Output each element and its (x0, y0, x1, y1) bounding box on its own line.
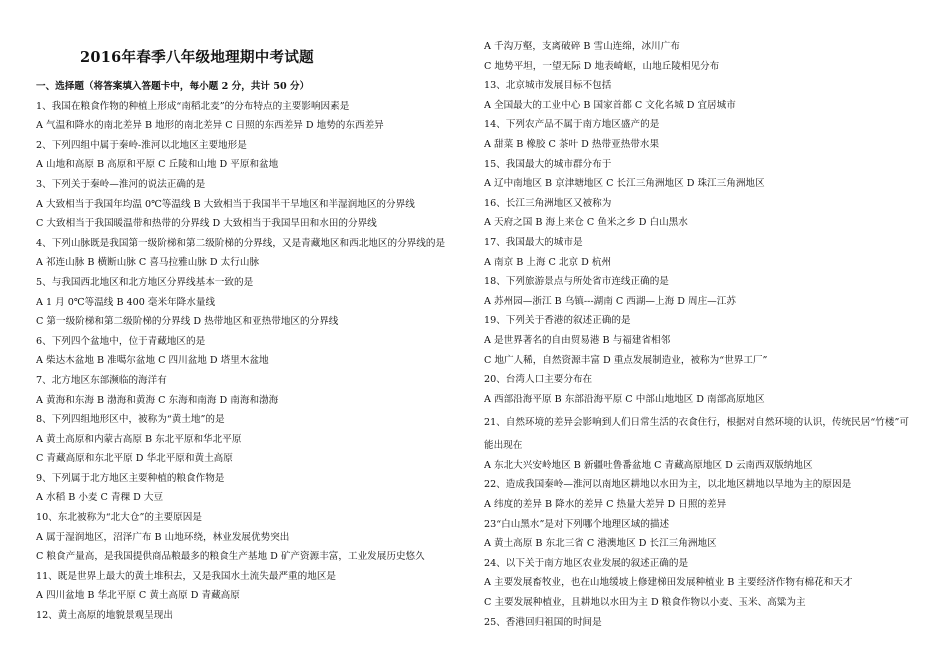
right-line: A 苏州园—浙江 B 乌镇---湖南 C 西湖—上海 D 周庄—江苏 (484, 295, 736, 307)
right-line: 20、台湾人口主要分布在 (484, 374, 593, 386)
left-line: A 黄海和东海 B 渤海和黄海 C 东海和南海 D 南海和渤海 (36, 394, 279, 406)
right-line: A 南京 B 上海 C 北京 D 杭州 (484, 256, 612, 268)
right-line: A 主要发展畜牧业，也在山地缓坡上修建梯田发展种植业 B 主要经济作物有棉花和天才 (484, 577, 853, 589)
left-line: 4、下列山脉既是我国第一级阶梯和第二级阶梯的分界线，又是青藏地区和西北地区的分界线的是 (36, 237, 446, 249)
left-line: 2、下列四组中属于秦岭-淮河以北地区主要地形是 (36, 139, 247, 151)
right-line: C 主要发展种植业，且耕地以水田为主 D 粮食作物以小麦、玉米、高粱为主 (484, 597, 806, 609)
right-line: 14、下列农产品不属于南方地区盛产的是 (484, 119, 660, 131)
left-line: C 第一级阶梯和第二级阶梯的分界线 D 热带地区和亚热带地区的分界线 (36, 316, 339, 328)
left-line: A 四川盆地 B 华北平原 C 黄土高原 D 青藏高原 (36, 590, 240, 602)
left-line: A 气温和降水的南北差异 B 地形的南北差异 C 日照的东西差异 D 地势的东西差异 (36, 120, 384, 132)
left-line: 11、既是世界上最大的黄土堆积去，又是我国水土流失最严重的地区是 (36, 570, 337, 582)
left-line: A 黄土高原和内蒙古高原 B 东北平原和华北平原 (36, 433, 242, 445)
right-line: 24、以下关于南方地区农业发展的叙述正确的是 (484, 557, 689, 569)
right-line: A 是世界著名的自由贸易港 B 与福建省相邻 (484, 334, 671, 346)
left-line: A 属于湿润地区，沼泽广布 B 山地环绕，林业发展优势突出 (36, 531, 290, 543)
right-line: 17、我国最大的城市是 (484, 236, 583, 248)
right-line: C 地势平坦，一望无际 D 地表崎岖，山地丘陵相见分布 (484, 60, 720, 72)
left-line: A 祁连山脉 B 横断山脉 C 喜马拉雅山脉 D 太行山脉 (36, 257, 260, 269)
left-line: 8、下列四组地形区中，被称为“黄土地”的是 (36, 414, 225, 426)
left-line: 5、与我国西北地区和北方地区分界线基本一致的是 (36, 276, 254, 288)
left-line: 1、我国在粮食作物的种植上形成“南稻北麦”的分布特点的主要影响因素是 (36, 100, 350, 112)
right-line: 18、下列旅游景点与所处省市连线正确的是 (484, 276, 669, 288)
right-line: 能出现在 (484, 440, 523, 452)
right-line: A 纬度的差异 B 降水的差异 C 热量大差异 D 日照的差异 (484, 499, 727, 511)
left-line: 一、选择题（将答案填入答题卡中，每小题 2 分，共计 50 分） (36, 81, 310, 92)
left-line: 7、北方地区东部濒临的海洋有 (36, 374, 167, 386)
left-line: 6、下列四个盆地中，位于青藏地区的是 (36, 335, 206, 347)
exam-title: 2016年春季八年级地理期中考试题 (80, 49, 314, 66)
right-line: 19、下列关于香港的叙述正确的是 (484, 315, 631, 327)
right-line: 21、自然环境的差异会影响到人们日常生活的衣食住行，根据对自然环境的认识，传统民居“竹楼”可 (484, 417, 909, 429)
left-line: A 山地和高原 B 高原和平原 C 丘陵和山地 D 平原和盆地 (36, 159, 279, 171)
right-column (484, 37, 924, 632)
right-line: 25、香港回归祖国的时间是 (484, 616, 602, 628)
right-line: 22、造成我国秦岭—淮河以南地区耕地以水田为主，以北地区耕地以旱地为主的原因是 (484, 479, 852, 491)
right-line: 23“白山黑水”是对下列哪个地理区域的描述 (484, 518, 670, 530)
right-line: A 甜菜 B 橡胶 C 茶叶 D 热带亚热带水果 (484, 138, 660, 150)
left-line: C 青藏高原和东北平原 D 华北平原和黄土高原 (36, 453, 233, 465)
left-line: C 大致相当于我国暖温带和热带的分界线 D 大致相当于我国旱田和水田的分界线 (36, 218, 377, 230)
right-line: A 辽中南地区 B 京津塘地区 C 长江三角洲地区 D 珠江三角洲地区 (484, 178, 765, 190)
left-column (36, 77, 456, 626)
left-line: 12、黄土高原的地貌景观呈现出 (36, 610, 173, 622)
left-line: A 1 月 0℃等温线 B 400 毫米年降水量线 (36, 296, 216, 308)
right-line: A 千沟万壑，支离破碎 B 雪山连绵，冰川广布 (484, 41, 680, 52)
right-line: A 东北大兴安岭地区 B 新疆吐鲁番盆地 C 青藏高原地区 D 云南西双版纳地区 (484, 459, 813, 471)
left-line: A 水稻 B 小麦 C 青稞 D 大豆 (36, 492, 164, 504)
right-line: 13、北京城市发展目标不包括 (484, 80, 612, 92)
left-line: A 大致相当于我国年均温 0℃等温线 B 大致相当于我国半干旱地区和半湿润地区的分界线 (36, 198, 415, 210)
left-line: A 柴达木盆地 B 准噶尔盆地 C 四川盆地 D 塔里木盆地 (36, 355, 269, 367)
right-line: 15、我国最大的城市群分布于 (484, 158, 612, 170)
left-line: 10、东北被称为“北大仓”的主要原因是 (36, 512, 202, 524)
right-line: C 地广人稀，自然资源丰富 D 重点发展制造业，被称为“世界工厂” (484, 354, 768, 366)
right-line: A 西部沿海平原 B 东部沿海平原 C 中部山地地区 D 南部高原地区 (484, 393, 765, 405)
left-line: C 粮食产量高，是我国提供商品粮最多的粮食生产基地 D 矿产资源丰富，工业发展历史悠久 (36, 551, 425, 563)
right-line: A 天府之国 B 海上来仓 C 鱼米之乡 D 白山黑水 (484, 217, 688, 229)
right-line: A 全国最大的工业中心 B 国家首都 C 文化名城 D 宜居城市 (484, 99, 736, 111)
right-line: 16、长江三角洲地区又被称为 (484, 197, 612, 209)
left-line: 3、下列关于秦岭—淮河的说法正确的是 (36, 178, 206, 190)
left-line: 9、下列属于北方地区主要种植的粮食作物是 (36, 472, 225, 484)
right-line: A 黄土高原 B 东北三省 C 港澳地区 D 长江三角洲地区 (484, 538, 717, 550)
